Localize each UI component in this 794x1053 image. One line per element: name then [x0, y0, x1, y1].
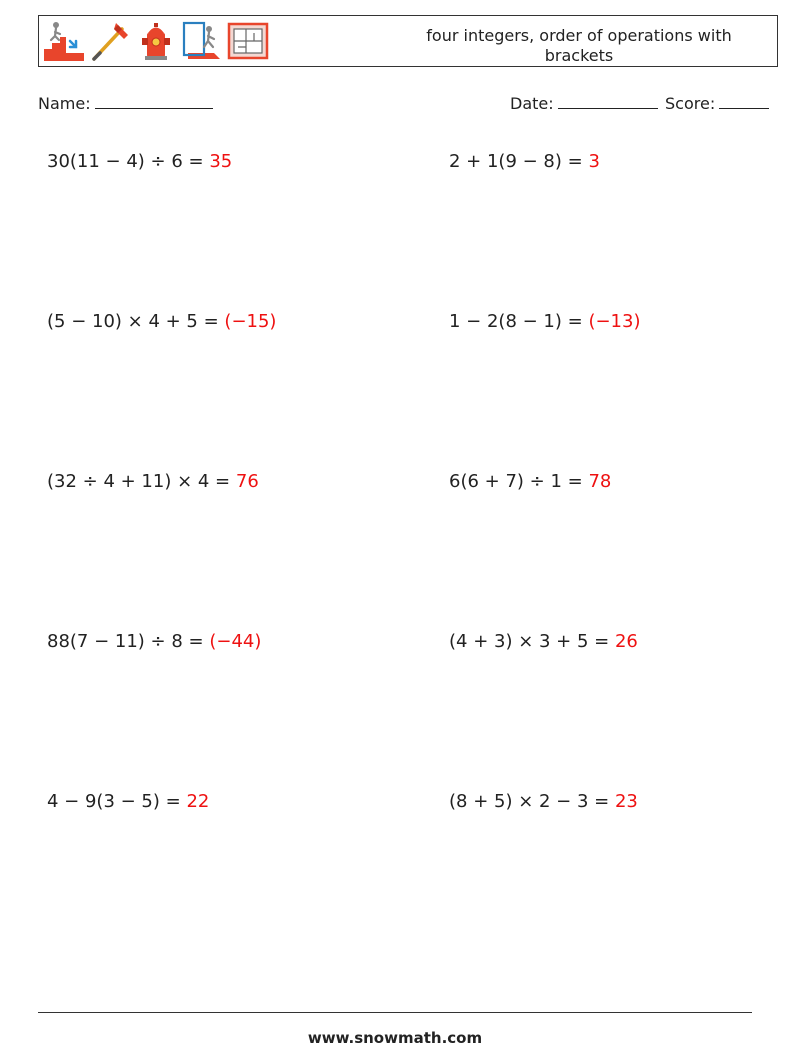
worksheet-title: four integers, order of operations with brackets [426, 26, 732, 65]
problem-4 [449, 311, 640, 332]
floor-plan-icon [226, 19, 270, 63]
name-field [38, 92, 213, 113]
problem-expression: 6(6 + 7) ÷ 1 = [449, 471, 583, 492]
problem-expression: (32 ÷ 4 + 11) × 4 = [47, 471, 231, 492]
problem-answer: 78 [588, 471, 612, 492]
problem-expression: 2 + 1(9 − 8) = [449, 151, 583, 172]
problem-expression: (4 + 3) × 3 + 5 = [449, 631, 610, 652]
emergency-exit-door-icon [180, 19, 224, 63]
fire-axe-icon [88, 19, 132, 63]
problem-answer: (−15) [224, 311, 277, 332]
header-icons [42, 19, 270, 63]
date-label: Date: [510, 94, 554, 113]
problem-answer: 3 [588, 151, 600, 172]
problem-5 [47, 471, 259, 492]
problem-answer: (−44) [209, 631, 262, 652]
problem-expression: 1 − 2(8 − 1) = [449, 311, 583, 332]
score-field [665, 92, 769, 113]
fire-hydrant-icon [134, 19, 178, 63]
problem-answer: 76 [235, 471, 259, 492]
footer-divider [38, 1012, 752, 1013]
name-label: Name: [38, 94, 91, 113]
problem-1 [47, 151, 232, 172]
problem-7 [47, 631, 261, 652]
problem-answer: 26 [614, 631, 638, 652]
problem-10 [449, 791, 638, 812]
problem-9 [47, 791, 209, 812]
problem-expression: 30(11 − 4) ÷ 6 = [47, 151, 204, 172]
score-blank [719, 92, 769, 109]
name-blank [95, 92, 213, 109]
date-blank [558, 92, 658, 109]
problem-answer: 23 [614, 791, 638, 812]
date-field [510, 92, 658, 113]
problem-expression: 4 − 9(3 − 5) = [47, 791, 181, 812]
problem-8 [449, 631, 638, 652]
stairs-exit-icon [42, 19, 86, 63]
problem-6 [449, 471, 611, 492]
problem-answer: 22 [186, 791, 210, 812]
problem-2 [449, 151, 600, 172]
worksheet-header [38, 15, 778, 67]
problem-expression: (5 − 10) × 4 + 5 = [47, 311, 219, 332]
score-label: Score: [665, 94, 716, 113]
problem-expression: 88(7 − 11) ÷ 8 = [47, 631, 204, 652]
problem-answer: 35 [209, 151, 233, 172]
problem-expression: (8 + 5) × 2 − 3 = [449, 791, 610, 812]
problem-answer: (−13) [588, 311, 641, 332]
footer-site-link[interactable]: www.snowmath.com [307, 1029, 483, 1047]
problem-3 [47, 311, 276, 332]
